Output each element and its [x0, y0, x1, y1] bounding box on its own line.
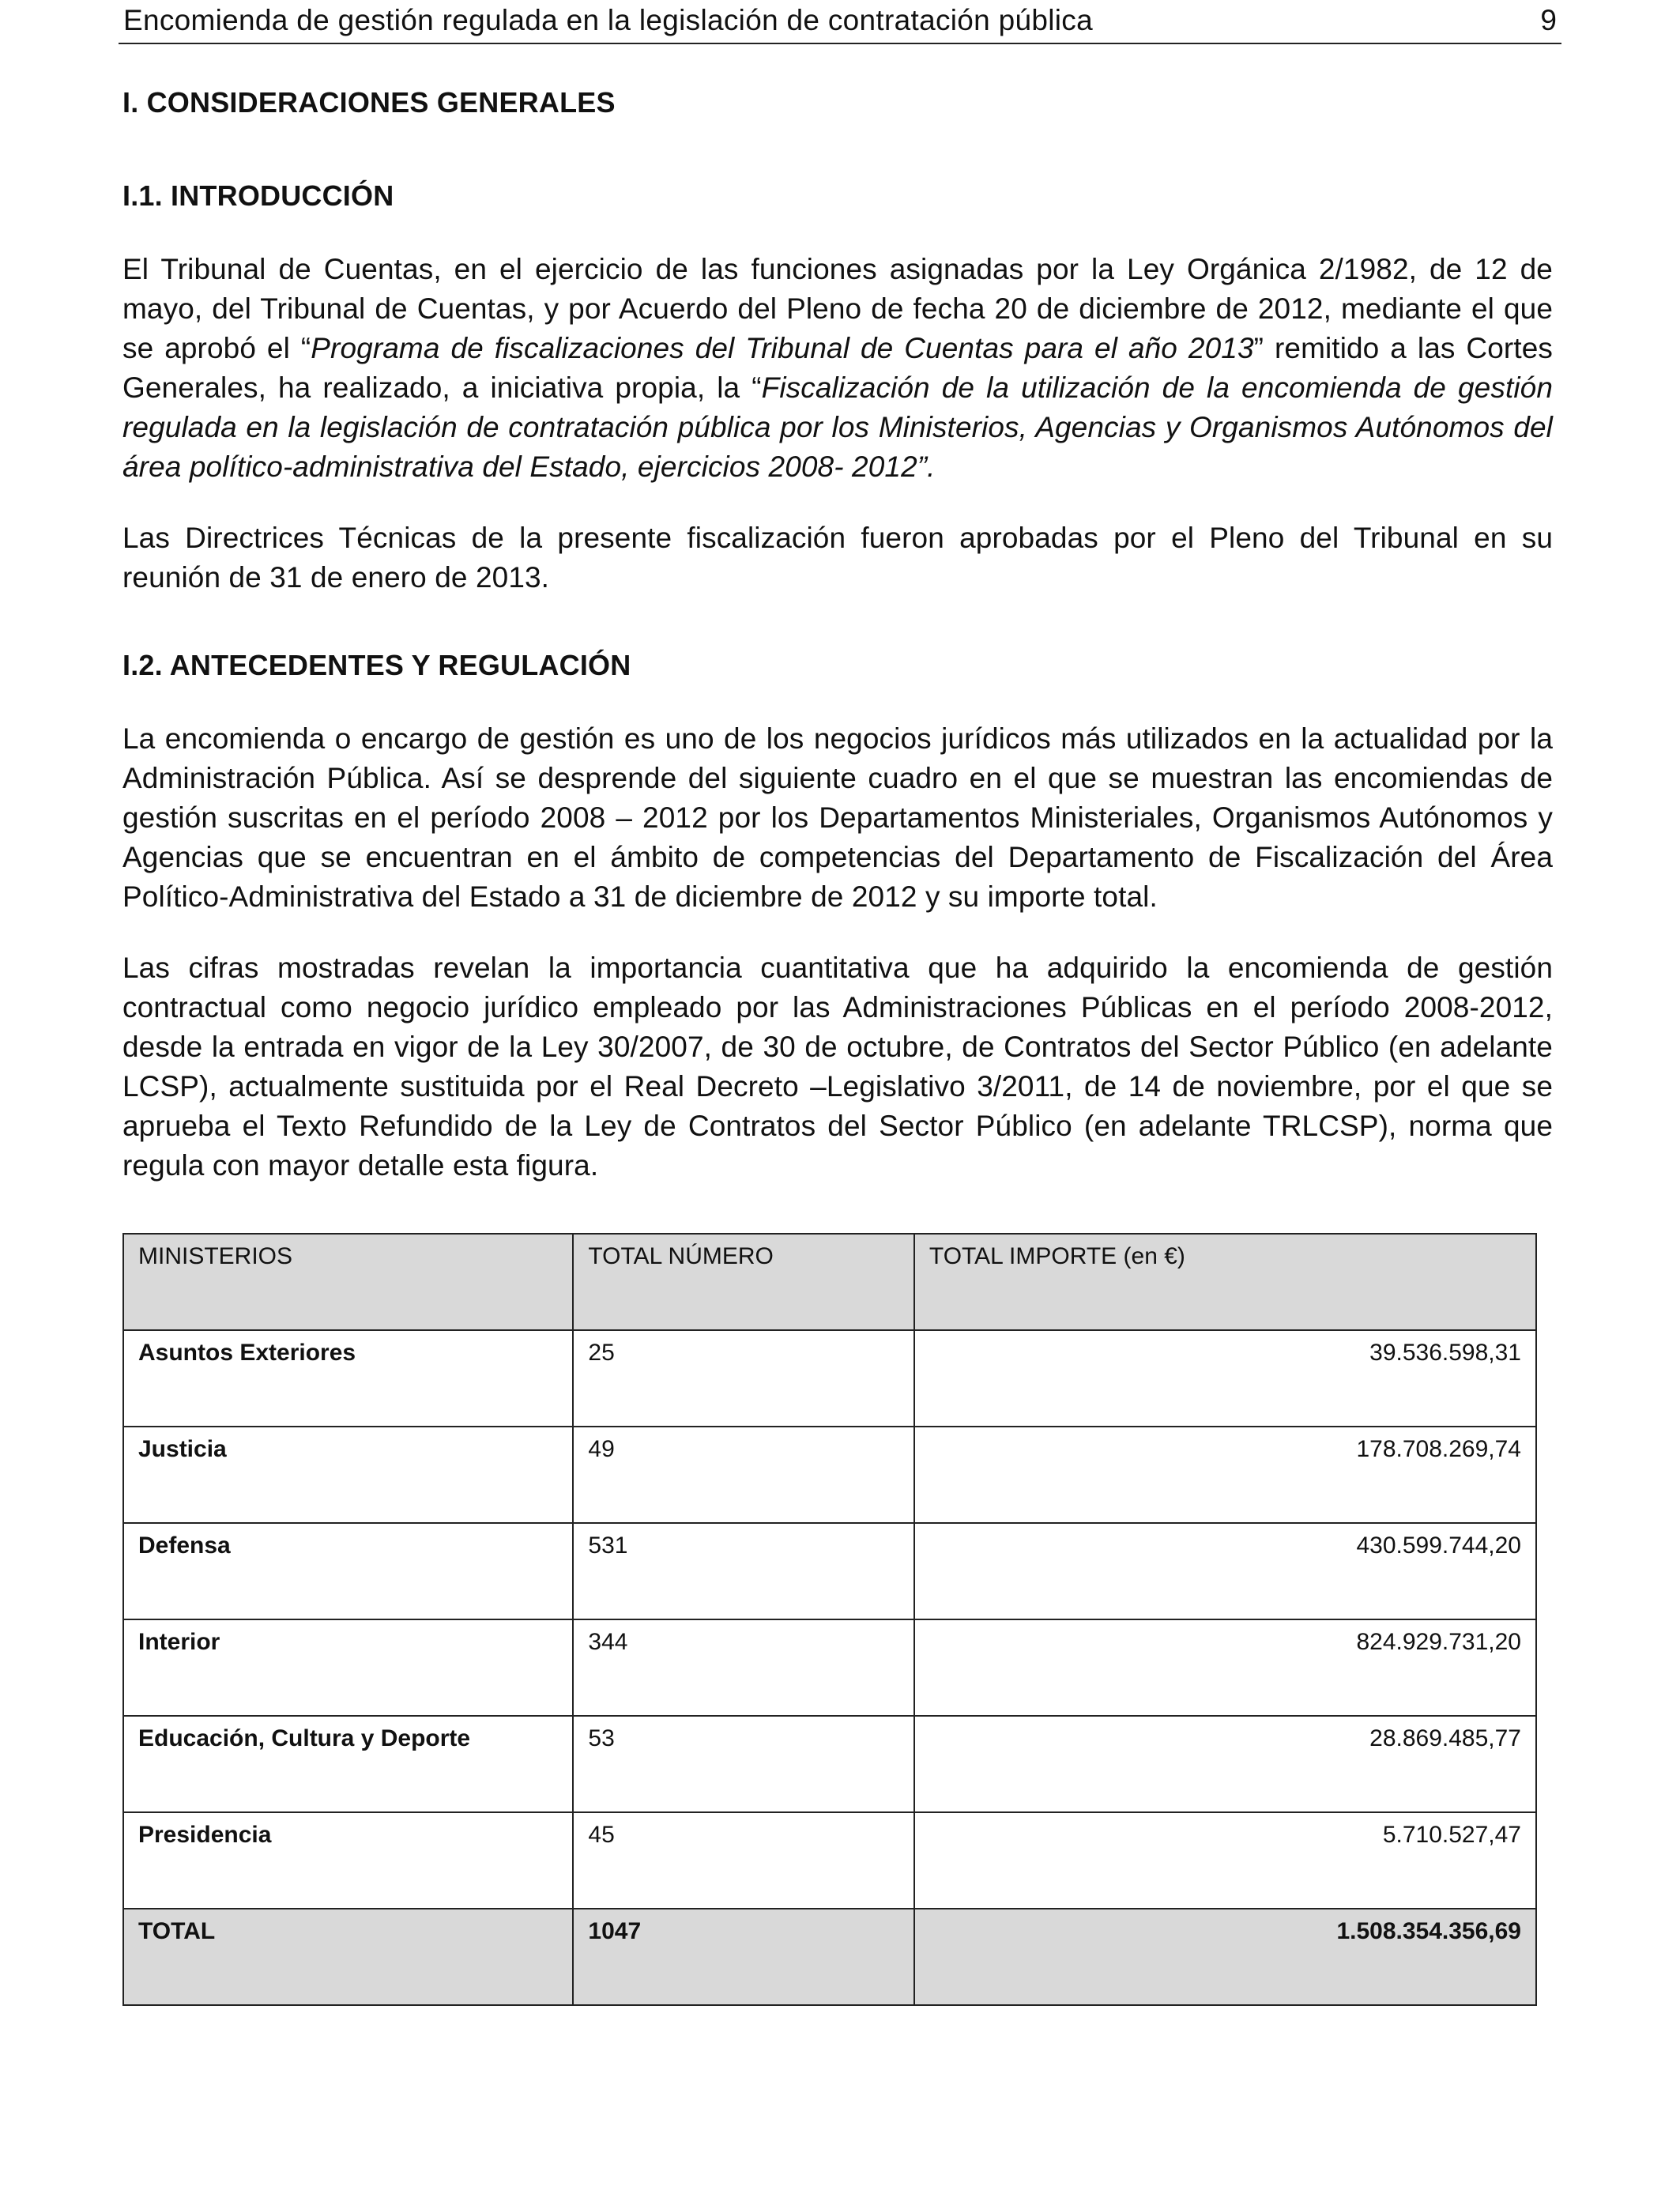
total-numero: 1047	[573, 1909, 914, 2005]
cell-numero: 25	[573, 1330, 914, 1427]
header-ministerios: MINISTERIOS	[123, 1234, 573, 1330]
cell-ministerio: Defensa	[123, 1523, 573, 1619]
header-total-numero: TOTAL NÚMERO	[573, 1234, 914, 1330]
table-row	[123, 1812, 1536, 1909]
cell-importe: 28.869.485,77	[914, 1716, 1536, 1812]
document-body	[122, 87, 1553, 1186]
cell-ministerio: Asuntos Exteriores	[123, 1330, 573, 1427]
section-title-antecedentes: I.2. ANTECEDENTES Y REGULACIÓN	[122, 649, 631, 681]
header-total-importe: TOTAL IMPORTE (en €)	[914, 1234, 1536, 1330]
table-header-row	[123, 1234, 1536, 1330]
table-row	[123, 1523, 1536, 1619]
cell-numero: 531	[573, 1523, 914, 1619]
intro-p1-text-a: El Tribunal de Cuentas, en el ejercicio de las funciones asignadas por la Ley Orgánica 2/1982, de 12 de mayo, del Tribunal de Cuentas, y por Acuerdo del Pleno de fecha 20 de diciembre de 2012, mediante el que se aprobó el “	[122, 253, 1553, 364]
antecedentes-paragraph-1: La encomienda o encargo de gestión es uno de los negocios jurídicos más utilizados en la actualidad por la Administración Pública. Así se desprende del siguiente cuadro en el que se muestran las encomiendas de gestión suscritas en el período 2008 – 2012 por los Departamentos Ministeriales, Organismos Autónomos y Agencias que se encuentran en el ámbito de competencias del Departamento de Fiscalización del Área Político-Administrativa del Estado a 31 de diciembre de 2012 y su importe total.	[122, 722, 1553, 913]
cell-importe: 5.710.527,47	[914, 1812, 1536, 1909]
table-total-row	[123, 1909, 1536, 2005]
table-row	[123, 1716, 1536, 1812]
page-number: 9	[1540, 4, 1557, 36]
cell-importe: 39.536.598,31	[914, 1330, 1536, 1427]
cell-ministerio: Interior	[123, 1619, 573, 1716]
section-title-consideraciones: I. CONSIDERACIONES GENERALES	[122, 86, 616, 119]
cell-importe: 178.708.269,74	[914, 1427, 1536, 1523]
intro-paragraph-1	[122, 250, 1553, 487]
cell-numero: 53	[573, 1716, 914, 1812]
intro-paragraph-2: Las Directrices Técnicas de la presente fiscalización fueron aprobadas por el Pleno del Tribunal en su reunión de 31 de enero de 2013.	[122, 522, 1553, 594]
table-row	[123, 1427, 1536, 1523]
encomiendas-table	[122, 1233, 1537, 2006]
table-row	[123, 1619, 1536, 1716]
cell-numero: 45	[573, 1812, 914, 1909]
cell-ministerio: Justicia	[123, 1427, 573, 1523]
antecedentes-paragraph-2: Las cifras mostradas revelan la importancia cuantitativa que ha adquirido la encomienda de gestión contractual como negocio jurídico empleado por las Administraciones Públicas en el período 2008-2012, desde la entrada en vigor de la Ley 30/2007, de 30 de octubre, de Contratos del Sector Público (en adelante LCSP), actualmente sustituida por el Real Decreto –Legislativo 3/2011, de 14 de noviembre, por el que se aprueba el Texto Refundido de la Ley de Contratos del Sector Público (en adelante TRLCSP), norma que regula con mayor detalle esta figura.	[122, 952, 1553, 1182]
table-row	[123, 1330, 1536, 1427]
intro-p1-italic-program: Programa de fiscalizaciones del Tribunal de Cuentas para el año 2013	[311, 332, 1254, 364]
cell-importe: 824.929.731,20	[914, 1619, 1536, 1716]
cell-ministerio: Educación, Cultura y Deporte	[123, 1716, 573, 1812]
cell-importe: 430.599.744,20	[914, 1523, 1536, 1619]
cell-numero: 49	[573, 1427, 914, 1523]
total-importe: 1.508.354.356,69	[914, 1909, 1536, 2005]
total-label: TOTAL	[123, 1909, 573, 2005]
intro-p1-italic-fiscalizacion: Fiscalización de la utilización de la encomienda de gestión regulada en la legislación de contratación pública por los Ministerios, Agencias y Organismos Autónomos del área político-administrativa del Estado, ejercicios 2008- 2012”.	[122, 371, 1553, 483]
intro-p1-text-c: ” remitido a las Cortes Generales, ha realizado, a iniciativa propia, la “	[122, 332, 1553, 404]
page-header	[119, 0, 1561, 44]
cell-ministerio: Presidencia	[123, 1812, 573, 1909]
header-title: Encomienda de gestión regulada en la legislación de contratación pública	[123, 4, 1093, 36]
cell-numero: 344	[573, 1619, 914, 1716]
section-title-introduccion: I.1. INTRODUCCIÓN	[122, 179, 394, 212]
